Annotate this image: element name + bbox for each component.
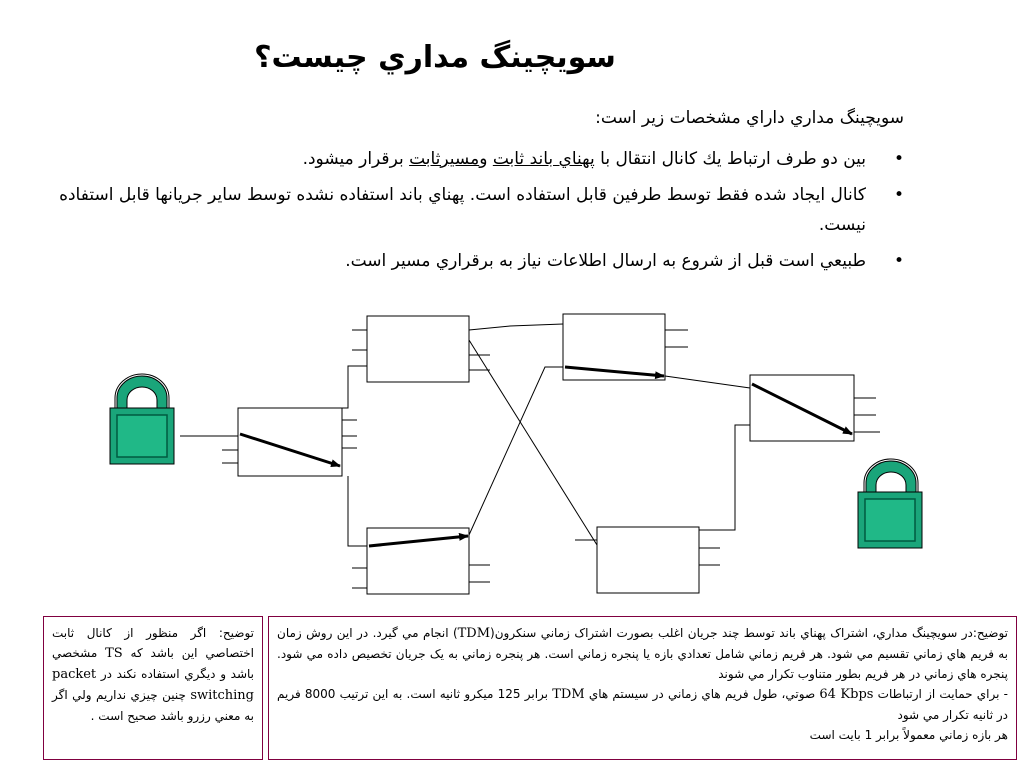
note-left — [43, 616, 263, 760]
note-text: مشخصي باشد و ديگري استفاده نكند در — [52, 646, 254, 681]
note-text-tdm: TDM — [457, 626, 491, 641]
note-text: صوتي، طول فريم هاي زماني در سيستم هاي — [584, 687, 820, 701]
bullet-text: برقرار ميشود. — [302, 149, 410, 169]
slide-title: سويچينگ مداري چيست؟ — [254, 40, 616, 75]
note-text-kbps: 64 Kbps — [819, 687, 874, 702]
bullet-item — [19, 246, 904, 276]
bullet-dot: • — [893, 149, 904, 169]
bullet-item — [19, 144, 904, 174]
note-text: توضيح: اگر منظور از كانال ثابت اختصاصي اين باشد كه — [52, 626, 254, 660]
bullet-text: و — [479, 149, 493, 169]
lock-icon — [110, 374, 174, 464]
note-text: هر بازه زماني معمولاً برابر 1 بايت است — [809, 728, 1008, 742]
note-text: توضيح:در سويچينگ مداري، اشتراک پهناي باند توسط چند جريان اغلب بصورت اشتراک زماني سنكرون( — [490, 626, 1008, 640]
circuit-switching-diagram — [0, 300, 1024, 610]
switch-node — [367, 316, 469, 382]
bullet-dot: • — [893, 251, 904, 271]
bullet-list — [19, 144, 904, 282]
note-right — [268, 616, 1017, 760]
note-text-packet-switching: packet switching — [52, 667, 254, 703]
note-text: - براي حمايت از ارتباطات — [873, 687, 1008, 701]
bullet-underline-bandwidth: پهناي باند ثابت — [492, 149, 595, 169]
switch-node — [597, 527, 699, 593]
note-text: ) انجام مي گيرد. در اين روش زمان به فريم هاي زماني تقسيم مي شود. هر فريم زماني شامل تعدادي بازه يا پنجره زماني است. هر پنجره زماني به يک جريان تخصيص داده مي شود. پنجره هاي زماني در هر فريم بطور متناوب تکرار مي شوند — [277, 626, 1008, 681]
bullet-dot: • — [893, 185, 904, 205]
note-text: چنين چيزي نداريم ولي اگر به معني رزرو باشد صحيح است . — [52, 688, 254, 723]
note-text-ts: TS — [105, 646, 123, 661]
note-text: برابر 125 ميكرو ثانيه است. به اين ترتيب 8000 فريم در ثانيه تكرار مي شود — [277, 687, 1008, 722]
note-text-tdm: TDM — [552, 687, 585, 702]
intro-text: سويچينگ مداري داراي مشخصات زير است: — [595, 108, 904, 128]
switch-node — [238, 408, 342, 476]
bullet-underline-path: مسيرثابت — [409, 149, 480, 169]
lock-icon — [858, 459, 922, 548]
bullet-text: كانال ايجاد شده فقط توسط طرفين قابل استفاده است. پهناي باند استفاده نشده توسط ساير جريانها قابل استفاده نيست. — [59, 185, 866, 235]
bullet-item — [19, 180, 904, 240]
bullet-text: بين دو طرف ارتباط يك كانال انتقال با — [594, 149, 866, 169]
bullet-text: طبيعي است قبل از شروع به ارسال اطلاعات نياز به برقراري مسير است. — [345, 251, 866, 271]
